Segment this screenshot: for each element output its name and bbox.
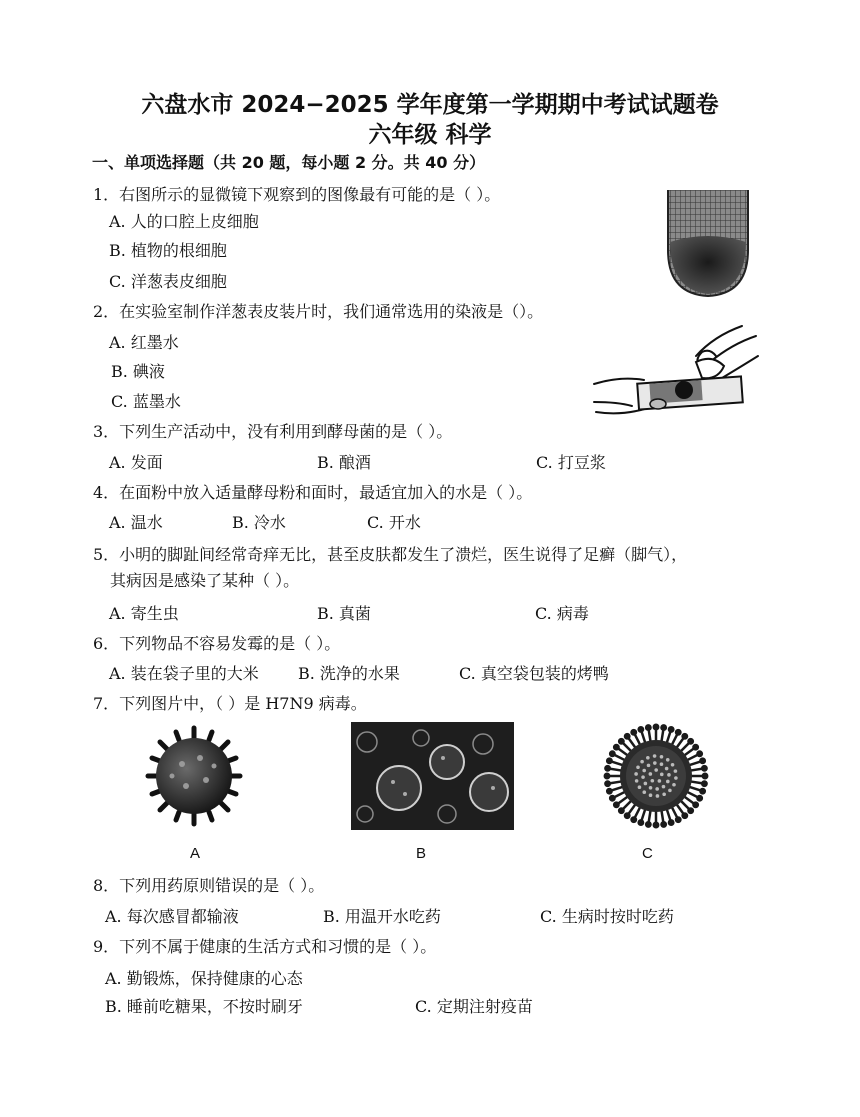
question-5-option-a: A. 寄生虫 <box>109 604 179 623</box>
question-2-option-a: A. 红墨水 <box>109 333 179 352</box>
question-8-option-a: A. 每次感冒都输液 <box>105 907 239 926</box>
question-1-option-a: A. 人的口腔上皮细胞 <box>109 212 259 231</box>
section-heading: 一、单项选择题（共 20 题，每小题 2 分。共 40 分） <box>92 153 486 172</box>
virus-label-b: B <box>416 845 427 862</box>
virus-label-c: C <box>642 845 653 862</box>
question-9-option-b: B. 睡前吃糖果，不按时刷牙 <box>105 997 303 1016</box>
question-8-option-c: C. 生病时按时吃药 <box>540 907 674 926</box>
question-9-option-a: A. 勤锻炼，保持健康的心态 <box>105 969 303 988</box>
question-5-stem-line2: 其病因是感染了某种（ ）。 <box>110 571 300 590</box>
question-2-option-c: C. 蓝墨水 <box>111 392 181 411</box>
question-3-option-a: A. 发面 <box>109 453 163 472</box>
staining-slide-illustration <box>592 322 760 418</box>
question-6-option-b: B. 洗净的水果 <box>298 664 400 683</box>
question-6-stem: 6．下列物品不容易发霉的是（ ）。 <box>93 634 341 653</box>
virus-image-c <box>600 720 712 832</box>
question-1-option-c: C. 洋葱表皮细胞 <box>109 272 227 291</box>
question-5-option-b: B. 真菌 <box>317 604 371 623</box>
question-5-option-c: C. 病毒 <box>535 604 589 623</box>
question-4-option-a: A. 温水 <box>109 513 163 532</box>
virus-label-a: A <box>190 845 201 862</box>
question-4-option-c: C. 开水 <box>367 513 421 532</box>
question-1-stem: 1．右图所示的显微镜下观察到的图像最有可能的是（ ）。 <box>93 185 501 204</box>
question-2-stem: 2．在实验室制作洋葱表皮装片时，我们通常选用的染液是（）。 <box>93 302 544 321</box>
question-3-stem: 3．下列生产活动中，没有利用到酵母菌的是（ ）。 <box>93 422 453 441</box>
question-3-option-b: B. 酿酒 <box>317 453 371 472</box>
virus-image-a <box>142 720 246 832</box>
question-7-stem: 7．下列图片中，（ ）是 H7N9 病毒。 <box>93 694 367 713</box>
question-4-option-b: B. 冷水 <box>232 513 286 532</box>
exam-title: 六盘水市 2024−2025 学年度第一学期期中考试试题卷 <box>141 92 719 118</box>
question-9-option-c: C. 定期注射疫苗 <box>415 997 533 1016</box>
question-2-option-b: B. 碘液 <box>111 362 165 381</box>
exam-subtitle: 六年级 科学 <box>368 122 492 148</box>
question-6-option-c: C. 真空袋包装的烤鸭 <box>459 664 609 683</box>
question-8-stem: 8．下列用药原则错误的是（ ）。 <box>93 876 325 895</box>
root-tip-micrograph <box>660 190 756 298</box>
virus-image-b <box>351 722 514 830</box>
question-3-option-c: C. 打豆浆 <box>536 453 606 472</box>
question-1-option-b: B. 植物的根细胞 <box>109 241 227 260</box>
question-6-option-a: A. 装在袋子里的大米 <box>109 664 259 683</box>
question-4-stem: 4．在面粉中放入适量酵母粉和面时，最适宜加入的水是（ ）。 <box>93 483 533 502</box>
question-9-stem: 9．下列不属于健康的生活方式和习惯的是（ ）。 <box>93 937 437 956</box>
question-5-stem: 5．小明的脚趾间经常奇痒无比，甚至皮肤都发生了溃烂，医生说得了足癣（脚气）， <box>93 545 688 564</box>
question-8-option-b: B. 用温开水吃药 <box>323 907 441 926</box>
